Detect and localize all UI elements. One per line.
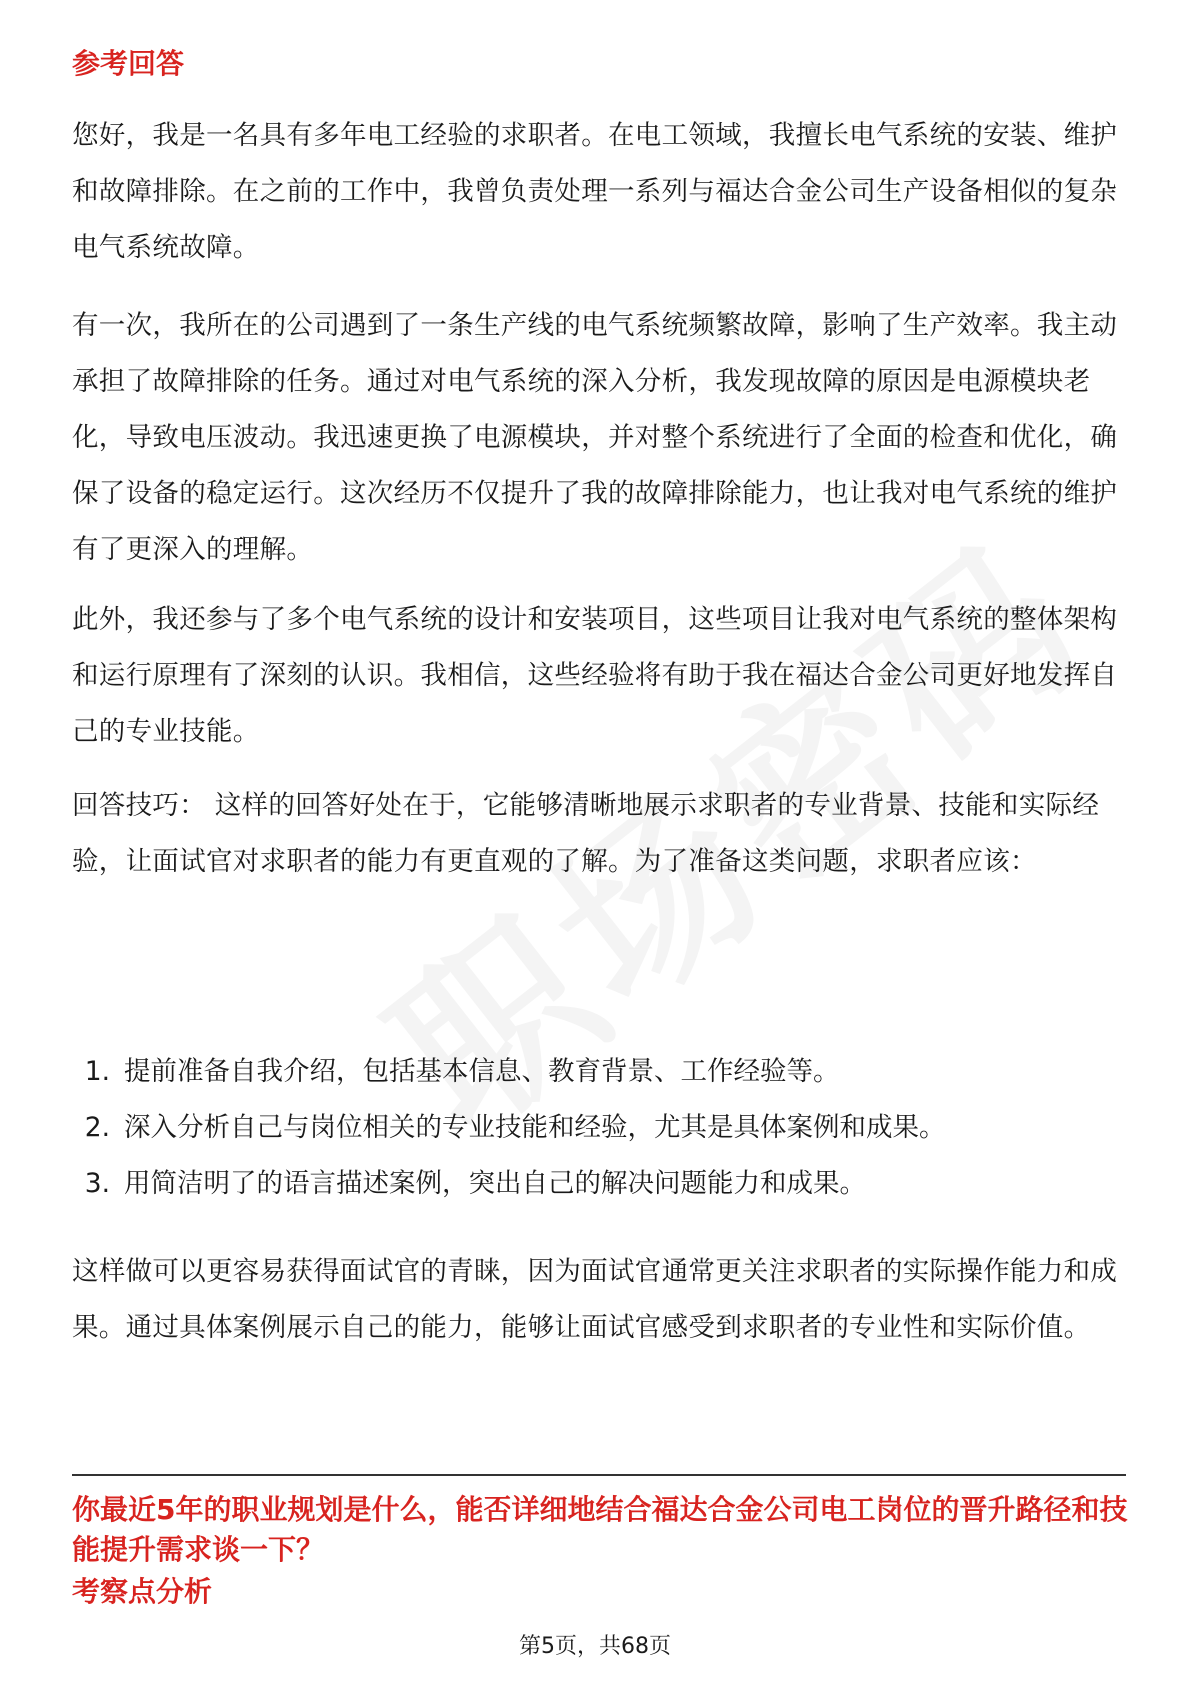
tips-list	[72, 1044, 946, 1212]
section-title-reference-answer: 参考回答	[72, 47, 185, 80]
list-number: 3.	[84, 1168, 110, 1199]
list-text: 深入分析自己与岗位相关的专业技能和经验，尤其是具体案例和成果。	[124, 1112, 946, 1143]
closing-paragraph: 这样做可以更容易获得面试官的青睐，因为面试官通常更关注求职者的实际操作能力和成果。通过具体案例展示自己的能力，能够让面试官感受到求职者的专业性和实际价值。	[72, 1256, 1118, 1343]
list-item	[72, 1100, 946, 1156]
next-question-heading: 你最近5年的职业规划是什么，能否详细地结合福达合金公司电工岗位的晋升路径和技能提升需求谈一下？	[72, 1493, 1128, 1566]
list-text: 用简洁明了的语言描述案例，突出自己的解决问题能力和成果。	[124, 1168, 866, 1199]
page-footer: 第5页，共68页	[519, 1634, 671, 1659]
list-text: 提前准备自我介绍，包括基本信息、教育背景、工作经验等。	[124, 1056, 840, 1087]
answer-tips-intro: 回答技巧： 这样的回答好处在于，它能够清晰地展示求职者的专业背景、技能和实际经验，让面试官对求职者的能力有更直观的了解。为了准备这类问题，求职者应该：	[72, 790, 1100, 877]
answer-paragraph-1: 您好，我是一名具有多年电工经验的求职者。在电工领域，我擅长电气系统的安装、维护和故障排除。在之前的工作中，我曾负责处理一系列与福达合金公司生产设备相似的复杂电气系统故障。	[72, 120, 1118, 263]
section-divider	[72, 1474, 1126, 1476]
answer-paragraph-2: 有一次，我所在的公司遇到了一条生产线的电气系统频繁故障，影响了生产效率。我主动承担了故障排除的任务。通过对电气系统的深入分析，我发现故障的原因是电源模块老化，导致电压波动。我迅速更换了电源模块，并对整个系统进行了全面的检查和优化，确保了设备的稳定运行。这次经历不仅提升了我的故障排除能力，也让我对电气系统的维护有了更深入的理解。	[72, 310, 1118, 565]
answer-paragraph-3: 此外，我还参与了多个电气系统的设计和安装项目，这些项目让我对电气系统的整体架构和运行原理有了深刻的认识。我相信，这些经验将有助于我在福达合金公司更好地发挥自己的专业技能。	[72, 604, 1118, 747]
list-item	[72, 1044, 946, 1100]
list-item	[72, 1156, 946, 1212]
section-title-analysis: 考察点分析	[72, 1575, 213, 1608]
list-number: 2.	[84, 1112, 110, 1143]
list-number: 1.	[84, 1056, 110, 1087]
